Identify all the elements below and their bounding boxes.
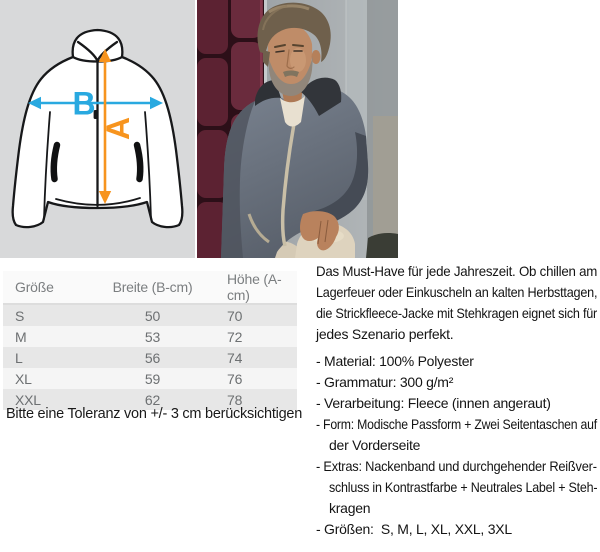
intro-line: die Strickfleece-Jacke mit Stehkragen eignet sich für — [316, 305, 598, 321]
size-table — [3, 271, 297, 410]
size-cell: XL — [3, 368, 105, 389]
size-table-header-row — [3, 271, 297, 304]
detail-line: - Extras: Nackenband und durchgehender Reißver- — [316, 458, 597, 474]
product-photo — [197, 0, 398, 258]
intro-line: jedes Szenario perfekt. — [316, 326, 454, 342]
table-row — [3, 304, 297, 326]
column-header: Breite (B-cm) — [105, 271, 200, 304]
table-row — [3, 368, 297, 389]
detail-line: - Verarbeitung: Fleece (innen angeraut) — [316, 395, 551, 411]
size-cell: L — [3, 347, 105, 368]
height-cell: 74 — [200, 347, 297, 368]
width-cell: 50 — [105, 304, 200, 326]
jacket-diagram-svg — [0, 0, 195, 258]
detail-line: - Größen: S, M, L, XL, XXL, 3XL — [316, 521, 512, 537]
right-pocket-slit — [137, 145, 140, 179]
width-cell: 59 — [105, 368, 200, 389]
size-cell: M — [3, 326, 105, 347]
detail-line: schluss in Kontrastfarbe + Neutrales Label + Steh- — [329, 479, 598, 495]
table-row — [3, 347, 297, 368]
intro-line: Das Must-Have für jede Jahreszeit. Ob chillen am — [316, 263, 598, 279]
width-cell: 53 — [105, 326, 200, 347]
size-table-body — [3, 304, 297, 410]
detail-line: der Vorderseite — [329, 437, 421, 453]
width-cell: 62 — [105, 389, 200, 410]
size-cell: S — [3, 304, 105, 326]
couch-cushion — [373, 116, 398, 242]
left-pocket-slit — [54, 145, 57, 179]
tolerance-note — [6, 406, 312, 426]
intro-line: Lagerfeuer oder Einkuscheln an kalten Herbsttagen, — [316, 284, 598, 300]
detail-line: - Material: 100% Polyester — [316, 353, 474, 369]
photo-illustration — [197, 0, 398, 258]
width-cell: 56 — [105, 347, 200, 368]
product-description — [316, 261, 597, 540]
height-cell: 78 — [200, 389, 297, 410]
height-cell: 72 — [200, 326, 297, 347]
width-label: B — [72, 85, 96, 122]
table-row — [3, 326, 297, 347]
detail-line: - Grammatur: 300 g/m² — [316, 374, 454, 390]
size-measurement-diagram — [0, 0, 195, 258]
detail-line: - Form: Modische Passform + Zwei Seitentaschen auf — [316, 416, 597, 432]
column-header: Höhe (A-cm) — [200, 271, 297, 304]
height-cell: 70 — [200, 304, 297, 326]
tolerance-note-text: Bitte eine Toleranz von +/- 3 cm berücksichtigen — [6, 406, 303, 422]
size-cell: XXL — [3, 389, 105, 410]
column-header: Größe — [3, 271, 105, 304]
description-details — [316, 351, 597, 540]
height-cell: 76 — [200, 368, 297, 389]
couch-dark-edge — [366, 233, 398, 258]
detail-line: kragen — [329, 500, 371, 516]
description-intro — [316, 261, 597, 345]
height-label: A — [100, 116, 136, 141]
